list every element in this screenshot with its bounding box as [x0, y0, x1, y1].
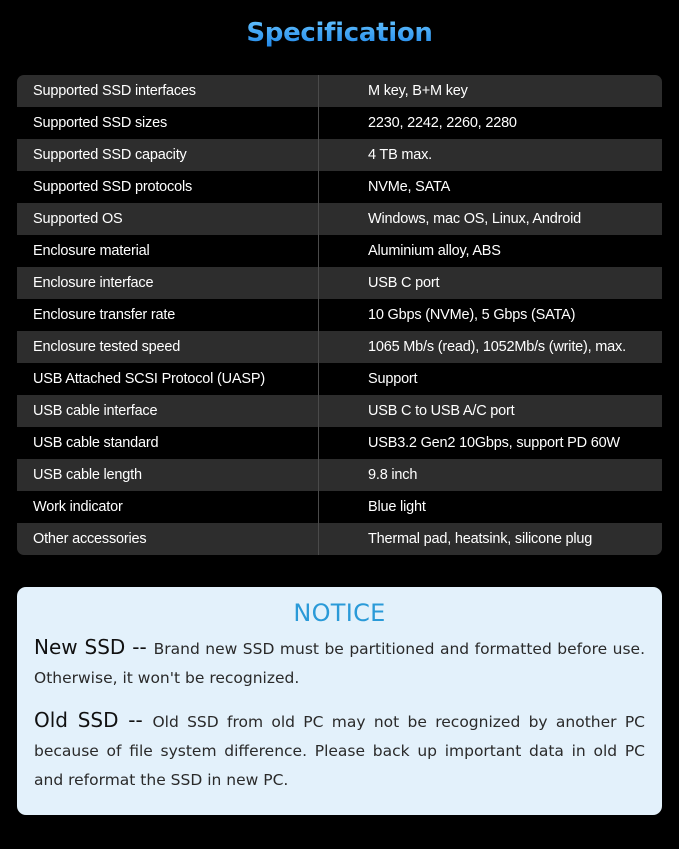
- spec-value: NVMe, SATA: [368, 179, 451, 195]
- spec-value: Aluminium alloy, ABS: [368, 243, 501, 259]
- spec-label: Enclosure transfer rate: [17, 299, 319, 331]
- notice-text: Old SSD from old PC may not be recognized by another PC because of file system difference. Please back up important data in old PC and reformat the SSD in new PC.: [34, 713, 645, 789]
- spec-label: Enclosure tested speed: [17, 331, 319, 363]
- spec-table: [17, 75, 662, 555]
- spec-label: Other accessories: [17, 523, 319, 555]
- spec-label: Supported OS: [17, 203, 319, 235]
- spec-value: 10 Gbps (NVMe), 5 Gbps (SATA): [368, 307, 576, 323]
- spec-label: Supported SSD sizes: [17, 107, 319, 139]
- table-row: [17, 139, 662, 171]
- notice-separator: --: [118, 708, 153, 732]
- notice-text: Brand new SSD must be partitioned and formatted before use. Otherwise, it won't be recognized.: [34, 640, 646, 687]
- spec-value: Windows, mac OS, Linux, Android: [368, 211, 582, 227]
- table-row: [17, 267, 662, 299]
- spec-label: Supported SSD interfaces: [17, 75, 319, 107]
- table-row: [17, 491, 662, 523]
- spec-label: Supported SSD capacity: [17, 139, 319, 171]
- spec-label: Enclosure interface: [17, 267, 319, 299]
- spec-value: 2230, 2242, 2260, 2280: [368, 115, 517, 131]
- table-row: [17, 203, 662, 235]
- spec-label: USB cable interface: [17, 395, 319, 427]
- spec-label: Supported SSD protocols: [17, 171, 319, 203]
- spec-label: USB cable length: [17, 459, 319, 491]
- table-row: [17, 235, 662, 267]
- notice-box: [17, 587, 662, 815]
- spec-value: 9.8 inch: [368, 467, 418, 483]
- notice-new-ssd: [34, 633, 645, 693]
- spec-value: Blue light: [368, 499, 426, 515]
- page-title: Specification: [0, 18, 679, 48]
- spec-value: USB C port: [368, 275, 440, 291]
- notice-term: Old SSD: [34, 708, 119, 732]
- table-row: [17, 523, 662, 555]
- spec-value: Thermal pad, heatsink, silicone plug: [368, 531, 593, 547]
- spec-value: USB3.2 Gen2 10Gbps, support PD 60W: [368, 435, 620, 451]
- notice-separator: --: [125, 635, 154, 659]
- table-row: [17, 427, 662, 459]
- table-row: [17, 171, 662, 203]
- table-row: [17, 331, 662, 363]
- spec-label: USB Attached SCSI Protocol (UASP): [17, 363, 319, 395]
- table-row: [17, 75, 662, 107]
- table-row: [17, 395, 662, 427]
- table-row: [17, 363, 662, 395]
- spec-value: M key, B+M key: [368, 83, 468, 99]
- table-row: [17, 299, 662, 331]
- spec-value: USB C to USB A/C port: [368, 403, 515, 419]
- spec-label: USB cable standard: [17, 427, 319, 459]
- table-row: [17, 459, 662, 491]
- spec-value: 1065 Mb/s (read), 1052Mb/s (write), max.: [368, 339, 626, 355]
- notice-term: New SSD: [34, 635, 126, 659]
- spec-label: Work indicator: [17, 491, 319, 523]
- spec-label: Enclosure material: [17, 235, 319, 267]
- notice-old-ssd: [34, 706, 645, 795]
- spec-value: Support: [368, 371, 418, 387]
- notice-title: NOTICE: [293, 599, 386, 627]
- spec-value: 4 TB max.: [368, 147, 433, 163]
- table-row: [17, 107, 662, 139]
